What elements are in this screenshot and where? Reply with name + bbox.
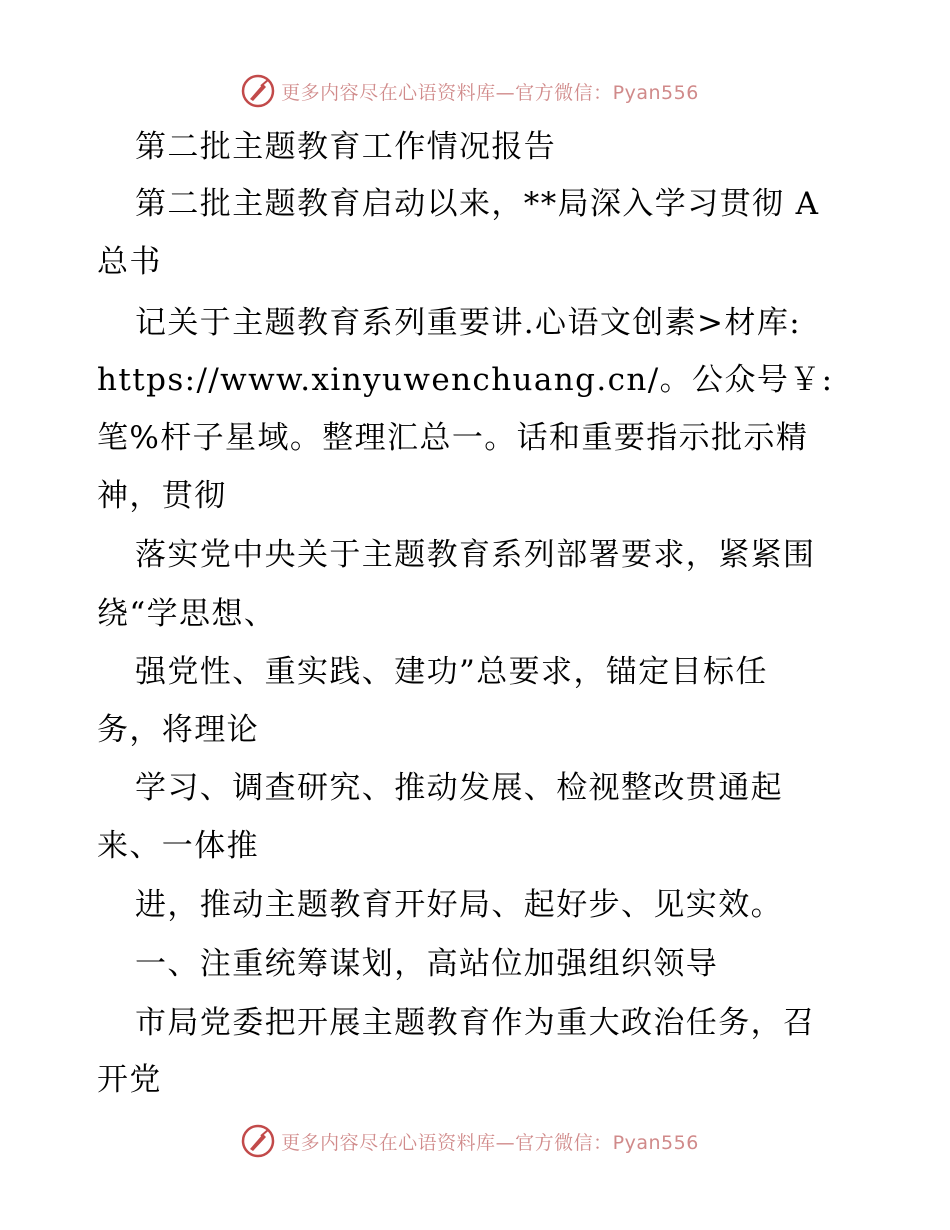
paragraph-line: 来、一体推 [97, 828, 259, 864]
paragraph-line: 落实党中央关于主题教育系列部署要求，紧紧围 [135, 537, 816, 573]
pen-logo-icon [241, 1124, 275, 1158]
watermark-text: 更多内容尽在心语资料库—官方微信：Pyan556 [281, 81, 699, 104]
section-heading: 一、注重统筹谋划，高站位加强组织领导 [135, 946, 719, 982]
watermark-text: 更多内容尽在心语资料库—官方微信：Pyan556 [281, 1131, 699, 1154]
paragraph-line: 记关于主题教育系列重要讲.心语文创素>材库: [135, 305, 802, 341]
paragraph-line: 总书 [97, 244, 162, 280]
paragraph-line: 第二批主题教育启动以来，**局深入学习贯彻 A [135, 186, 820, 222]
footer-watermark [0, 1121, 950, 1161]
paragraph-line: 神，贯彻 [97, 478, 227, 514]
paragraph-line: 绕“学思想、 [97, 596, 277, 632]
paragraph-line: https://www.xinyuwenchuang.cn/。公众号￥: [97, 362, 834, 398]
paragraph-line: 学习、调查研究、推动发展、检视整改贯通起 [135, 770, 783, 806]
paragraph-line: 强党性、重实践、建功”总要求，锚定目标任 [135, 654, 768, 690]
paragraph-line: 开党 [97, 1062, 162, 1098]
paragraph-line: 笔%杆子星域。整理汇总一。话和重要指示批示精 [97, 420, 809, 456]
paragraph-line: 市局党委把开展主题教育作为重大政治任务，召 [135, 1005, 816, 1041]
paragraph-line: 务，将理论 [97, 712, 259, 748]
paragraph-line: 进，推动主题教育开好局、起好步、见实效。 [135, 887, 783, 923]
document-title: 第二批主题教育工作情况报告 [135, 129, 557, 165]
header-watermark [0, 71, 950, 111]
pen-logo-icon [241, 74, 275, 108]
